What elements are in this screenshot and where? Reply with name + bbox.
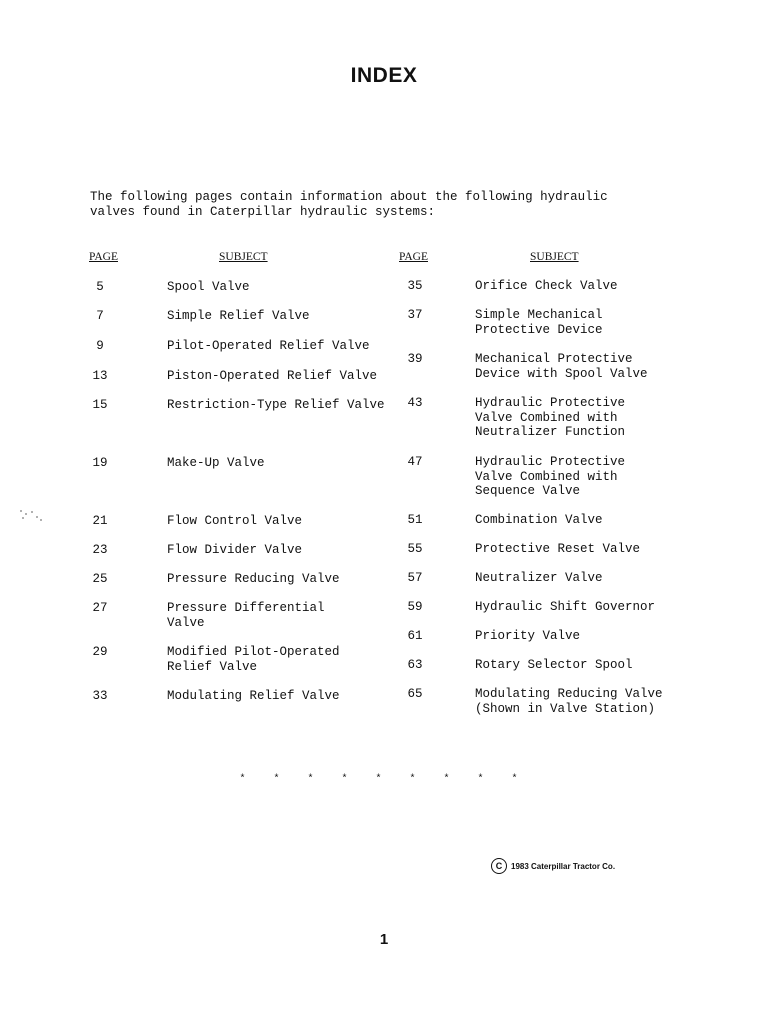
left-entry-subject: Spool Valve (167, 280, 250, 294)
right-entry-subject: Orifice Check Valve (475, 279, 618, 293)
intro-paragraph: The following pages contain information about the following hydraulic valves found in Caterpillar hydraulic systems: (90, 190, 608, 219)
copyright-text: 1983 Caterpillar Tractor Co. (511, 861, 616, 871)
right-entry-page: 47 (407, 455, 423, 469)
right-entry-subject: Hydraulic Protective Valve Combined with Sequence Valve (475, 455, 626, 498)
left-entry-page: 23 (92, 543, 108, 557)
right-entry-page: 55 (407, 542, 423, 556)
right-entry-page: 35 (407, 279, 423, 293)
left-entry-page: 19 (92, 456, 108, 470)
left-entry-page: 13 (92, 369, 108, 383)
right-entry-subject: Simple Mechanical Protective Device (475, 308, 603, 337)
left-entry-page: 21 (92, 514, 108, 528)
right-entry-page: 61 (407, 629, 423, 643)
right-entry-page: 51 (407, 513, 423, 527)
right-entry-subject: Hydraulic Protective Valve Combined with Neutralizer Function (475, 396, 626, 439)
left-entry-subject: Modulating Relief Valve (167, 689, 340, 703)
right-entry-subject: Modulating Reducing Valve (Shown in Valve Station) (475, 687, 663, 716)
left-entry-subject: Piston-Operated Relief Valve (167, 369, 378, 383)
right-entry-page: 43 (407, 396, 423, 410)
right-entry-subject: Priority Valve (475, 629, 581, 643)
right-entry-subject: Neutralizer Valve (475, 571, 603, 585)
copyright-icon: C (491, 858, 507, 874)
separator-stars: * * * * * * * * * (239, 774, 529, 785)
left-entry-subject: Make-Up Valve (167, 456, 265, 470)
right-entry-page: 39 (407, 352, 423, 366)
left-entry-page: 5 (96, 280, 104, 294)
right-entry-page: 63 (407, 658, 423, 672)
left-entry-page: 7 (96, 309, 104, 323)
right-entry-page: 65 (407, 687, 423, 701)
right-entry-subject: Protective Reset Valve (475, 542, 641, 556)
left-entry-subject: Modified Pilot-Operated Relief Valve (167, 645, 340, 674)
left-entry-page: 27 (92, 601, 108, 615)
left-entry-page: 25 (92, 572, 108, 586)
header-page-right: PAGE (399, 251, 428, 263)
left-entry-page: 9 (96, 339, 104, 353)
left-entry-subject: Restriction-Type Relief Valve (167, 398, 385, 412)
left-entry-subject: Flow Control Valve (167, 514, 303, 528)
right-entry-page: 37 (407, 308, 423, 322)
header-page-left: PAGE (89, 251, 118, 263)
page-number: 1 (379, 931, 389, 948)
copyright-notice (491, 858, 615, 874)
left-entry-subject: Pressure Reducing Valve (167, 572, 340, 586)
header-subject-left: SUBJECT (219, 251, 268, 263)
left-entry-page: 15 (92, 398, 108, 412)
right-entry-subject: Combination Valve (475, 513, 603, 527)
right-entry-page: 59 (407, 600, 423, 614)
left-entry-subject: Pilot-Operated Relief Valve (167, 339, 370, 353)
left-entry-subject: Flow Divider Valve (167, 543, 303, 557)
scan-smudge (18, 508, 44, 522)
right-entry-subject: Hydraulic Shift Governor (475, 600, 656, 614)
page-title: INDEX (350, 64, 418, 87)
right-entry-subject: Mechanical Protective Device with Spool Valve (475, 352, 648, 381)
left-entry-subject: Pressure Differential Valve (167, 601, 325, 630)
header-subject-right: SUBJECT (530, 251, 579, 263)
right-entry-page: 57 (407, 571, 423, 585)
left-entry-page: 29 (92, 645, 108, 659)
left-entry-subject: Simple Relief Valve (167, 309, 310, 323)
right-entry-subject: Rotary Selector Spool (475, 658, 633, 672)
left-entry-page: 33 (92, 689, 108, 703)
